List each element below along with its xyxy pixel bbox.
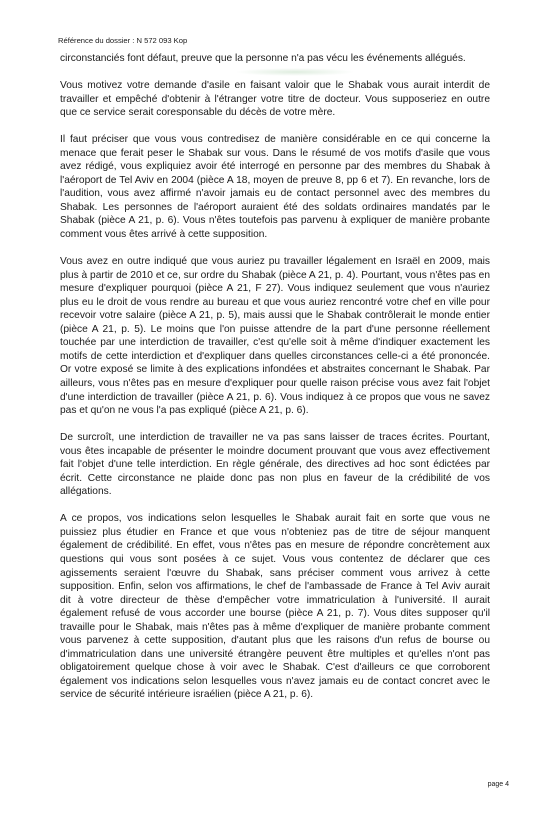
paragraph: Vous motivez votre demande d'asile en faisant valoir que le Shabak vous aurait interdit de travailler et empêché d'obtenir à l'étranger votre titre de docteur. Vous supposeriez en outre que ce service serait coresponsable du décès de votre mère. xyxy=(60,80,490,119)
paragraph: De surcroît, une interdiction de travailler ne va pas sans laisser de traces écrites. Pourtant, vous êtes incapable de présenter le moindre document prouvant que vous avez effectivement fait l'objet d'une telle interdiction. En règle générale, des directives ad hoc sont édictées par écrit. Cette circonstance ne plaide donc pas non plus en faveur de la crédibilité de vos allégations. xyxy=(60,432,490,498)
paragraph: Vous avez en outre indiqué que vous auriez pu travailler légalement en Israël en 2009, mais plus à partir de 2010 et ce, sur ordre du Shabak (pièce A 21, p. 4). Pourtant, vous n'êtes pas en mesure d'expliquer pourquoi (pièce A 21, F 27). Vous indiquez seulement que vous n'auriez plus eu le droit de vous rendre au bureau et que vous auriez rencontré votre chef en ville pour recevoir votre salaire (pièce A 21, p. 5), mais aussi que le Shabak contrôlerait le monde entier (pièce A 21, p. 5). Le moins que l'on puisse attendre de la part d'une personne réellement touchée par une interdiction de travailler, c'est qu'elle soit à même d'indiquer exactement les motifs de cette interdiction et d'expliquer dans quelles circonstances celle-ci a été prononcée. Or votre exposé se limite à des explications infondées et abstraites concernant le Shabak. Par ailleurs, vous n'êtes pas en mesure d'expliquer pour quelle raison précise vous avez fait l'objet d'une interdiction de travailler (pièce A 21, p. 6). Vous indiquez à ce propos que vous ne savez pas et qu'on ne vous l'a pas expliqué (pièce A 21, p. 6). xyxy=(60,256,490,417)
document-body xyxy=(60,52,490,716)
paragraph: circonstanciés font défaut, preuve que la personne n'a pas vécu les événements allégués. xyxy=(60,53,466,64)
file-reference: Référence du dossier : N 572 093 Kop xyxy=(58,36,188,45)
page-number: page 4 xyxy=(487,781,509,788)
paragraph: A ce propos, vos indications selon lesquelles le Shabak aurait fait en sorte que vous ne puissiez plus étudier en France et que vous n'obteniez pas de titre de séjour manquent également de crédibilité. En effet, vous n'êtes pas en mesure de répondre concrètement aux questions qui vous sont posées à ce sujet. Vous vous contentez de déclarer que ces agissements seraient l'œuvre du Shabak, sans préciser comment vous arrivez à cette supposition. Enfin, selon vos affirmations, le chef de l'ambassade de France à Tel Aviv aurait dit à votre directeur de thèse d'empêcher votre immatriculation à l'université. Il aurait également refusé de vous accorder une bourse (pièce A 21, p. 7). Vous dites supposer qu'il travaille pour le Shabak, mais n'êtes pas à même d'expliquer de manière probante comment vous parvenez à cette supposition, d'autant plus que les raisons d'un refus de bourse ou d'immatriculation dans une université étrangère peuvent être multiples et qu'elles n'ont pas obligatoirement quelque chose à voir avec le Shabak. C'est d'ailleurs ce que corroborent également vos indications selon lesquelles vous n'avez jamais eu de contact concret avec le service de sécurité intérieure israélien (pièce A 21, p. 6). xyxy=(60,513,490,701)
paragraph: Il faut préciser que vous vous contredisez de manière considérable en ce qui concerne la menace que ferait peser le Shabak sur vous. Dans le résumé de vos motifs d'asile que vous avez rédigé, vous expliquiez avoir été interrogé en personne par des membres du Shabak à l'aéroport de Tel Aviv en 2004 (pièce A 18, moyen de preuve 8, pp 6 et 7). En revanche, lors de l'audition, vous avez affirmé n'avoir jamais eu de contact personnel avec des membres du Shabak. Les personnes de l'aéroport auraient été des soldats ordinaires mandatés par le Shabak (pièce A 21, p. 6). Vous n'êtes toutefois pas parvenu à expliquer de manière probante comment vous êtes arrivé à cette supposition. xyxy=(60,134,490,241)
